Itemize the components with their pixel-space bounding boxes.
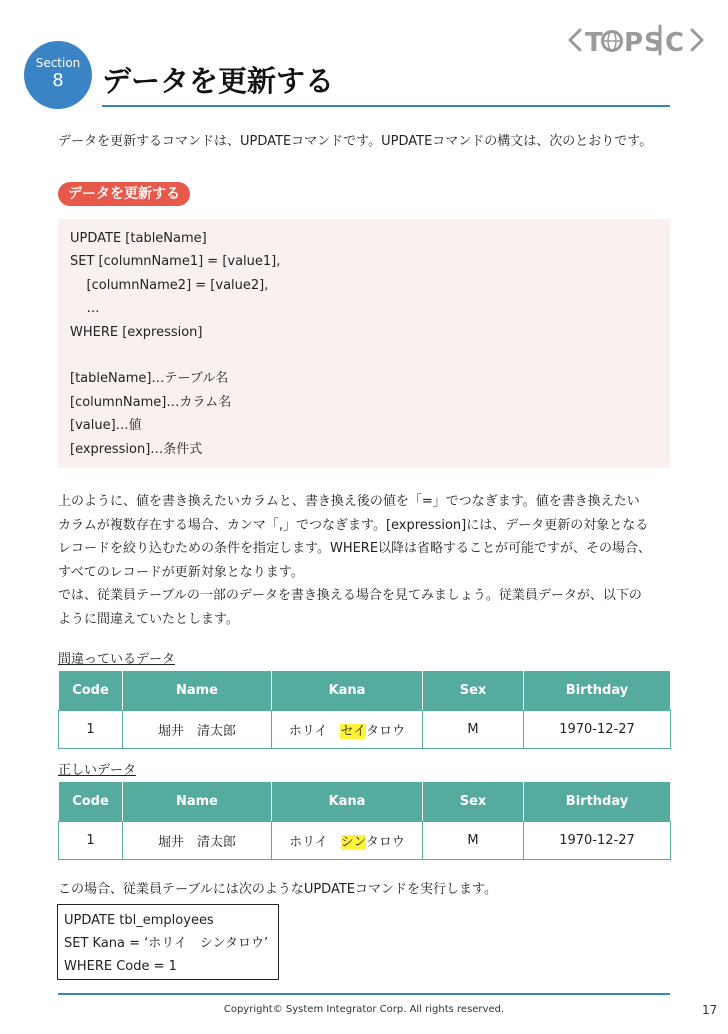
paragraph-line: ように間違えていたとします。: [58, 611, 239, 627]
cell-birthday: 1970-12-27: [524, 711, 671, 749]
column-header: Code: [59, 782, 123, 822]
title-divider: [102, 105, 670, 107]
column-header: Birthday: [524, 782, 671, 822]
intro-text: データを更新するコマンドは、UPDATEコマンドです。UPDATEコマンドの構文は、次のとおりです。: [58, 134, 653, 149]
cell-name: 堀井 清太郎: [123, 822, 272, 860]
syntax-line: [tableName]…テーブル名: [70, 371, 229, 387]
section-number: 8: [52, 70, 64, 91]
tops-logo-graphic: [566, 18, 706, 62]
section-label: Section: [35, 56, 81, 70]
paragraph-line: すべてのレコードが更新対象となります。: [58, 564, 304, 580]
column-header: Kana: [272, 782, 423, 822]
kana-highlight: シン: [340, 835, 366, 850]
table-header-row: [59, 671, 671, 711]
syntax-line: [columnName]…カラム名: [70, 394, 232, 410]
paragraph-line: 上のように、値を書き換えたいカラムと、書き換え後の値を「=」でつなぎます。値を書き換えたい: [58, 494, 640, 509]
paragraph-line: では、従業員テーブルの一部のデータを書き換える場合を見てみましょう。従業員データが、以下の: [58, 588, 642, 603]
copyright-text: Copyright© System Integrator Corp. All rights reserved.: [223, 1004, 505, 1015]
tops-logo: [566, 18, 706, 62]
syntax-line: SET [columnName1] = [value1],: [70, 254, 281, 270]
column-header: Kana: [272, 671, 423, 711]
kana-suffix: タロウ: [365, 835, 405, 850]
syntax-line: [columnName2] = [value2],: [70, 277, 269, 293]
syntax-line: [70, 344, 658, 367]
svg-text:PS: PS: [624, 28, 664, 58]
wrong-data-caption: 間違っているデータ: [58, 652, 176, 667]
page-title: データを更新する: [102, 64, 335, 98]
column-header: Name: [123, 782, 272, 822]
command-intro-text: この場合、従業員テーブルには次のようなUPDATEコマンドを実行します。: [58, 882, 497, 897]
syntax-line: WHERE [expression]: [70, 324, 203, 340]
cell-code: 1: [59, 822, 123, 860]
kana-suffix: タロウ: [366, 724, 406, 739]
explanation-paragraph: [58, 490, 680, 631]
column-header: Birthday: [524, 671, 671, 711]
cell-code: 1: [59, 711, 123, 749]
paragraph-line: カラムが複数存在する場合、カンマ「,」でつなぎます。[expression]には、データ更新の対象となる: [58, 517, 649, 533]
cell-kana: [272, 822, 423, 860]
wrong-data-table: [58, 670, 671, 749]
table-row: [59, 822, 671, 860]
table-row: [59, 711, 671, 749]
cell-birthday: 1970-12-27: [524, 822, 671, 860]
table-header-row: [59, 782, 671, 822]
kana-prefix: ホリイ: [288, 724, 341, 739]
syntax-box: [58, 219, 670, 468]
footer-divider: [58, 993, 670, 995]
column-header: Sex: [423, 671, 524, 711]
cell-sex: M: [423, 822, 524, 860]
cell-name: 堀井 清太郎: [123, 711, 272, 749]
command-line: WHERE Code = 1: [64, 959, 177, 974]
syntax-heading-pill: データを更新する: [58, 182, 190, 206]
syntax-line: [expression]…条件式: [70, 441, 203, 457]
command-line: UPDATE tbl_employees: [64, 913, 214, 928]
column-header: Sex: [423, 782, 524, 822]
page-number: 17: [702, 1003, 718, 1017]
column-header: Code: [59, 671, 123, 711]
svg-text:C: C: [665, 28, 686, 58]
syntax-line: UPDATE [tableName]: [70, 231, 207, 246]
correct-data-caption: 正しいデータ: [58, 763, 137, 778]
cell-sex: M: [423, 711, 524, 749]
syntax-line: [value]…値: [70, 418, 142, 434]
column-header: Name: [123, 671, 272, 711]
kana-highlight: セイ: [340, 724, 367, 739]
update-command-box: [57, 904, 279, 980]
cell-kana: [272, 711, 423, 749]
syntax-line: …: [70, 301, 100, 317]
section-badge: [24, 41, 92, 109]
kana-prefix: ホリイ: [289, 835, 341, 850]
correct-data-table: [58, 781, 671, 860]
paragraph-line: レコードを絞り込むための条件を指定します。WHERE以降は省略することが可能ですが、その場合、: [58, 541, 652, 556]
command-line: SET Kana = ‘ホリイ シンタロウ’: [64, 936, 269, 951]
svg-text:T: T: [585, 28, 604, 58]
